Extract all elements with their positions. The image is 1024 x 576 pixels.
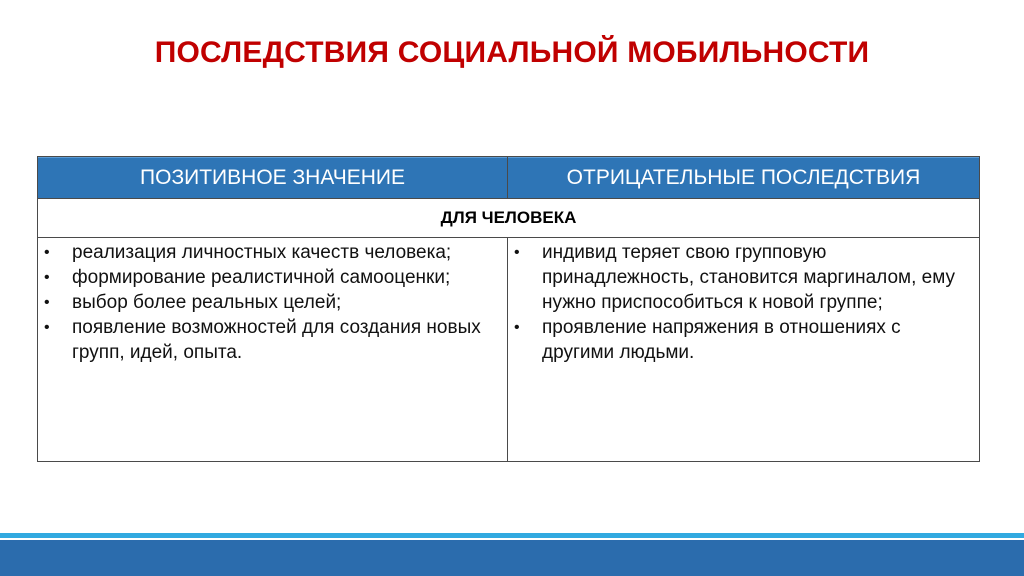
slide-title: ПОСЛЕДСТВИЯ СОЦИАЛЬНОЙ МОБИЛЬНОСТИ — [154, 36, 870, 69]
consequences-table — [37, 156, 980, 462]
list-item: • реализация личностных качеств человека; — [72, 240, 501, 265]
positive-cell — [38, 238, 508, 462]
subheader-for-person: ДЛЯ ЧЕЛОВЕКА — [38, 199, 980, 238]
table-body-row — [38, 238, 980, 462]
list-item: • выбор более реальных целей; — [72, 290, 501, 315]
header-negative: ОТРИЦАТЕЛЬНЫЕ ПОСЛЕДСТВИЯ — [508, 157, 980, 199]
positive-list — [38, 240, 507, 365]
list-item: • индивид теряет свою групповую принадлежность, становится маргиналом, ему нужно приспособиться к новой группе; — [542, 240, 973, 315]
list-item: • появление возможностей для создания новых групп, идей, опыта. — [72, 315, 501, 365]
header-positive: ПОЗИТИВНОЕ ЗНАЧЕНИЕ — [38, 157, 508, 199]
table-header-row — [38, 157, 980, 199]
list-item: • проявление напряжения в отношениях с другими людьми. — [542, 315, 973, 365]
table-subheader-row — [38, 199, 980, 238]
footer-accent-line — [0, 533, 1024, 538]
negative-cell — [508, 238, 980, 462]
list-item: • формирование реалистичной самооценки; — [72, 265, 501, 290]
negative-list — [508, 240, 979, 365]
footer-bar — [0, 540, 1024, 576]
